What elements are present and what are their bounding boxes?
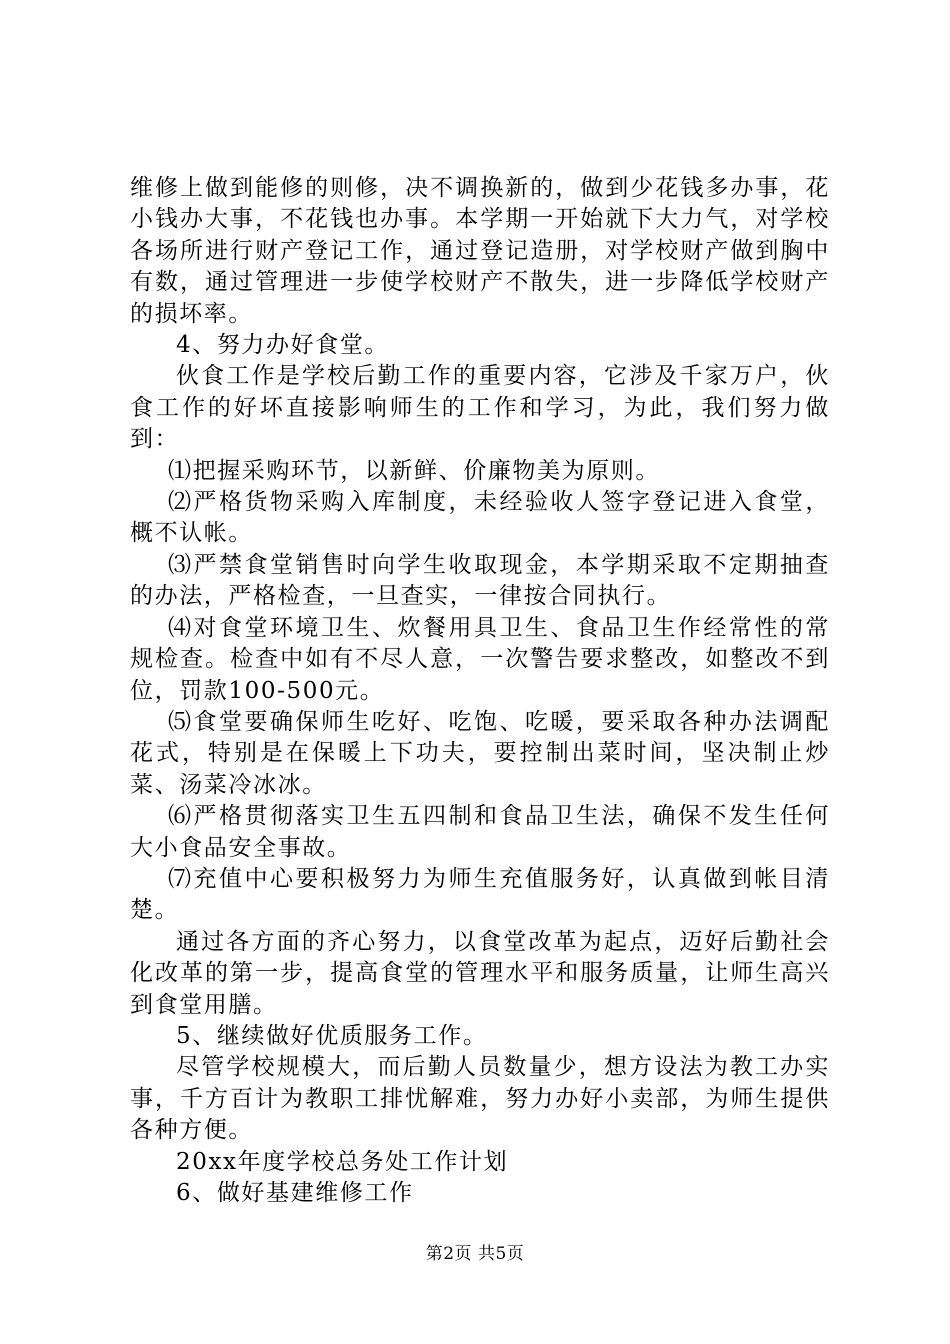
list-item: ⑴把握采购环节，以新鲜、价廉物美为原则。 — [168, 457, 660, 484]
list-item: ⑺充值中心要积极努力为师生充值服务好，认真做到帐目清楚。 — [130, 865, 830, 924]
list-item: ⑵严格货物采购入库制度，未经验收人签字登记进入食堂，概不认帐。 — [130, 489, 830, 547]
paragraph: 维修上做到能修的则修，决不调换新的，做到少花钱多办事，花小钱办大事，不花钱也办事。本学期一开始就下大力气，对学校各场所进行财产登记工作，通过登记造册，对学校财产做到胸中有数，通过管理进一步使学校财产不散失，进一步降低学校财产的损坏率。 — [130, 175, 830, 327]
list-item: ⑷对食堂环境卫生、炊餐用具卫生、食品卫生作经常性的常规检查。检查中如有不尽人意，一次警告要求整改，如整改不到位，罚款100-500元。 — [130, 614, 830, 704]
page-number-footer: 第2页 共5页 — [425, 1244, 525, 1264]
section-heading: 5、继续做好优质服务工作。 — [176, 1022, 488, 1049]
document-title-line: 20xx年度学校总务处工作计划 — [176, 1148, 509, 1175]
list-item: ⑸食堂要确保师生吃好、吃饱、吃暖，要采取各种办法调配花式，特别是在保暖上下功夫，要控制出菜时间，坚决制止炒菜、汤菜冷冰冰。 — [130, 708, 830, 798]
paragraph: 尽管学校规模大，而后勤人员数量少，想方设法为教工办实事，千方百计为教职工排忧解难，努力办好小卖部，为师生提供各种方便。 — [130, 1054, 830, 1144]
list-item: ⑹严格贯彻落实卫生五四制和食品卫生法，确保不发生任何大小食品安全事故。 — [130, 803, 830, 861]
paragraph: 伙食工作是学校后勤工作的重要内容，它涉及千家万户，伙食工作的好坏直接影响师生的工作和学习，为此，我们努力做到： — [130, 363, 830, 453]
paragraph: 通过各方面的齐心努力，以食堂改革为起点，迈好后勤社会化改革的第一步，提高食堂的管理水平和服务质量，让师生高兴到食堂用膳。 — [130, 928, 830, 1018]
list-item: ⑶严禁食堂销售时向学生收取现金，本学期采取不定期抽查的办法，严格检查，一旦查实，一律按合同执行。 — [130, 551, 830, 610]
section-heading: 6、做好基建维修工作 — [176, 1180, 414, 1206]
document-body — [130, 173, 830, 1209]
section-heading: 4、努力办好食堂。 — [176, 332, 390, 359]
